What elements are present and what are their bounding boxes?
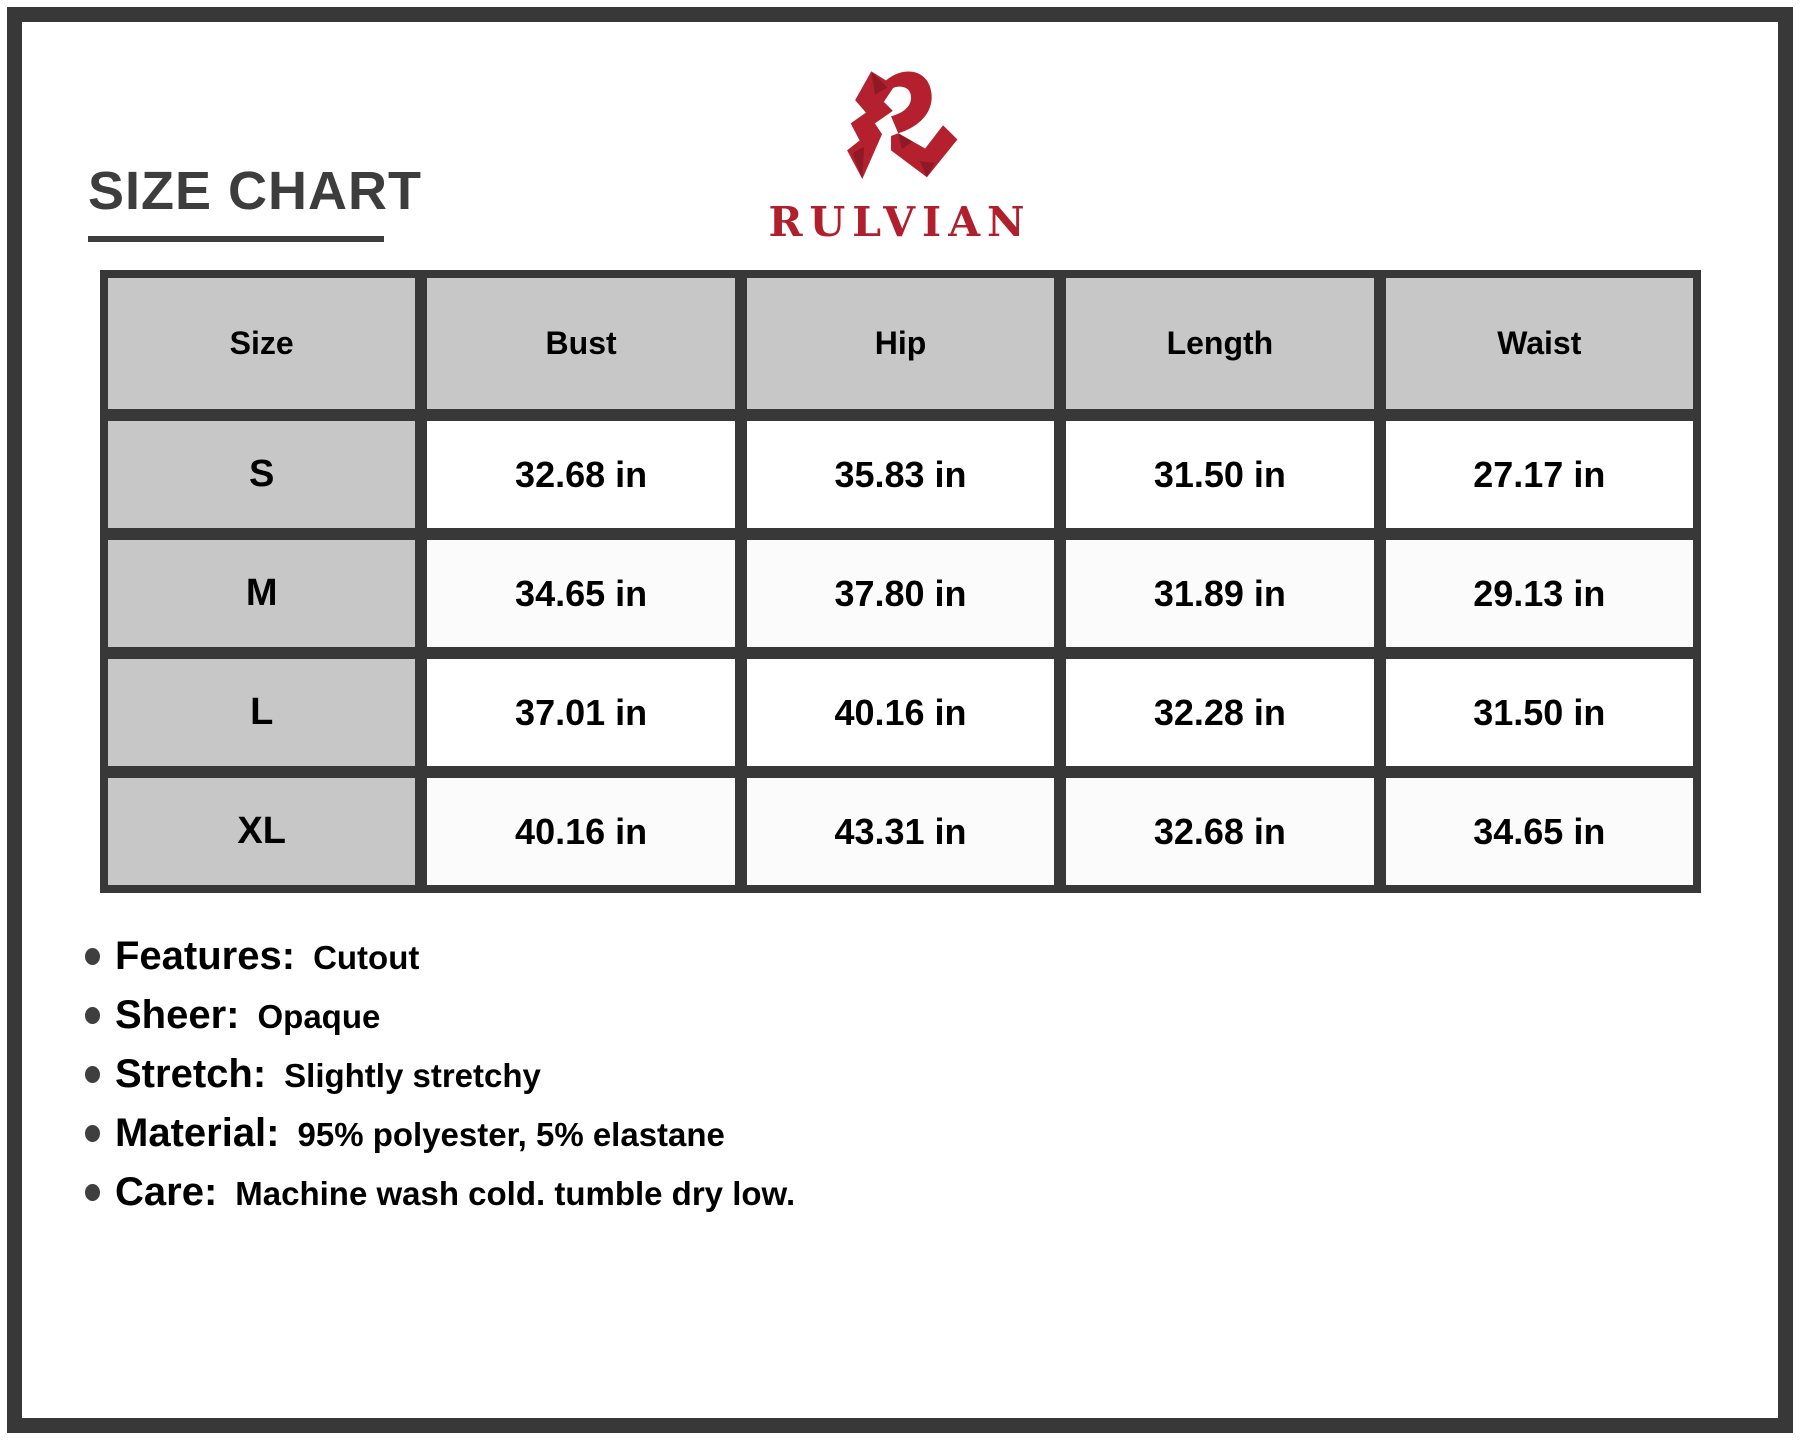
detail-label: Sheer: — [115, 993, 240, 1037]
brand-name: RULVIAN — [768, 198, 1032, 246]
title-underline — [88, 236, 384, 242]
cell-xl-length: 32.68 in — [1066, 778, 1373, 885]
column-header-waist: Waist — [1386, 278, 1693, 409]
cell-m-length: 31.89 in — [1066, 540, 1373, 647]
brand-block — [760, 58, 1040, 246]
detail-value: 95% polyester, 5% elastane — [297, 1116, 725, 1153]
detail-value: Cutout — [313, 939, 420, 976]
column-header-bust: Bust — [427, 278, 734, 409]
cell-xl-waist: 34.65 in — [1386, 778, 1693, 885]
product-details-list — [85, 934, 795, 1229]
bullet-icon — [85, 1066, 100, 1083]
detail-item-care — [85, 1170, 795, 1214]
detail-value: Opaque — [257, 998, 381, 1035]
bullet-icon — [85, 1125, 100, 1142]
detail-value: Machine wash cold. tumble dry low. — [235, 1175, 796, 1212]
cell-l-hip: 40.16 in — [747, 659, 1054, 766]
detail-item-features — [85, 934, 795, 978]
bullet-icon — [85, 948, 100, 965]
row-label-l: L — [108, 659, 415, 766]
cell-xl-bust: 40.16 in — [427, 778, 734, 885]
bullet-icon — [85, 1184, 100, 1201]
detail-label: Care: — [115, 1170, 218, 1214]
detail-label: Material: — [115, 1111, 280, 1155]
detail-label: Stretch: — [115, 1052, 267, 1096]
cell-s-bust: 32.68 in — [427, 421, 734, 528]
cell-m-hip: 37.80 in — [747, 540, 1054, 647]
cell-l-bust: 37.01 in — [427, 659, 734, 766]
cell-s-hip: 35.83 in — [747, 421, 1054, 528]
row-label-m: M — [108, 540, 415, 647]
detail-label: Features: — [115, 934, 296, 978]
cell-s-length: 31.50 in — [1066, 421, 1373, 528]
bullet-icon — [85, 1007, 100, 1024]
rulvian-r-logo-icon — [839, 58, 961, 196]
cell-xl-hip: 43.31 in — [747, 778, 1054, 885]
column-header-hip: Hip — [747, 278, 1054, 409]
row-label-s: S — [108, 421, 415, 528]
detail-value: Slightly stretchy — [284, 1057, 541, 1094]
detail-item-stretch — [85, 1052, 795, 1096]
cell-s-waist: 27.17 in — [1386, 421, 1693, 528]
column-header-size: Size — [108, 278, 415, 409]
cell-m-waist: 29.13 in — [1386, 540, 1693, 647]
row-label-xl: XL — [108, 778, 415, 885]
size-chart-table — [100, 270, 1701, 893]
page-title: SIZE CHART — [88, 161, 422, 221]
cell-l-length: 32.28 in — [1066, 659, 1373, 766]
detail-item-sheer — [85, 993, 795, 1037]
column-header-length: Length — [1066, 278, 1373, 409]
detail-item-material — [85, 1111, 795, 1155]
cell-m-bust: 34.65 in — [427, 540, 734, 647]
cell-l-waist: 31.50 in — [1386, 659, 1693, 766]
